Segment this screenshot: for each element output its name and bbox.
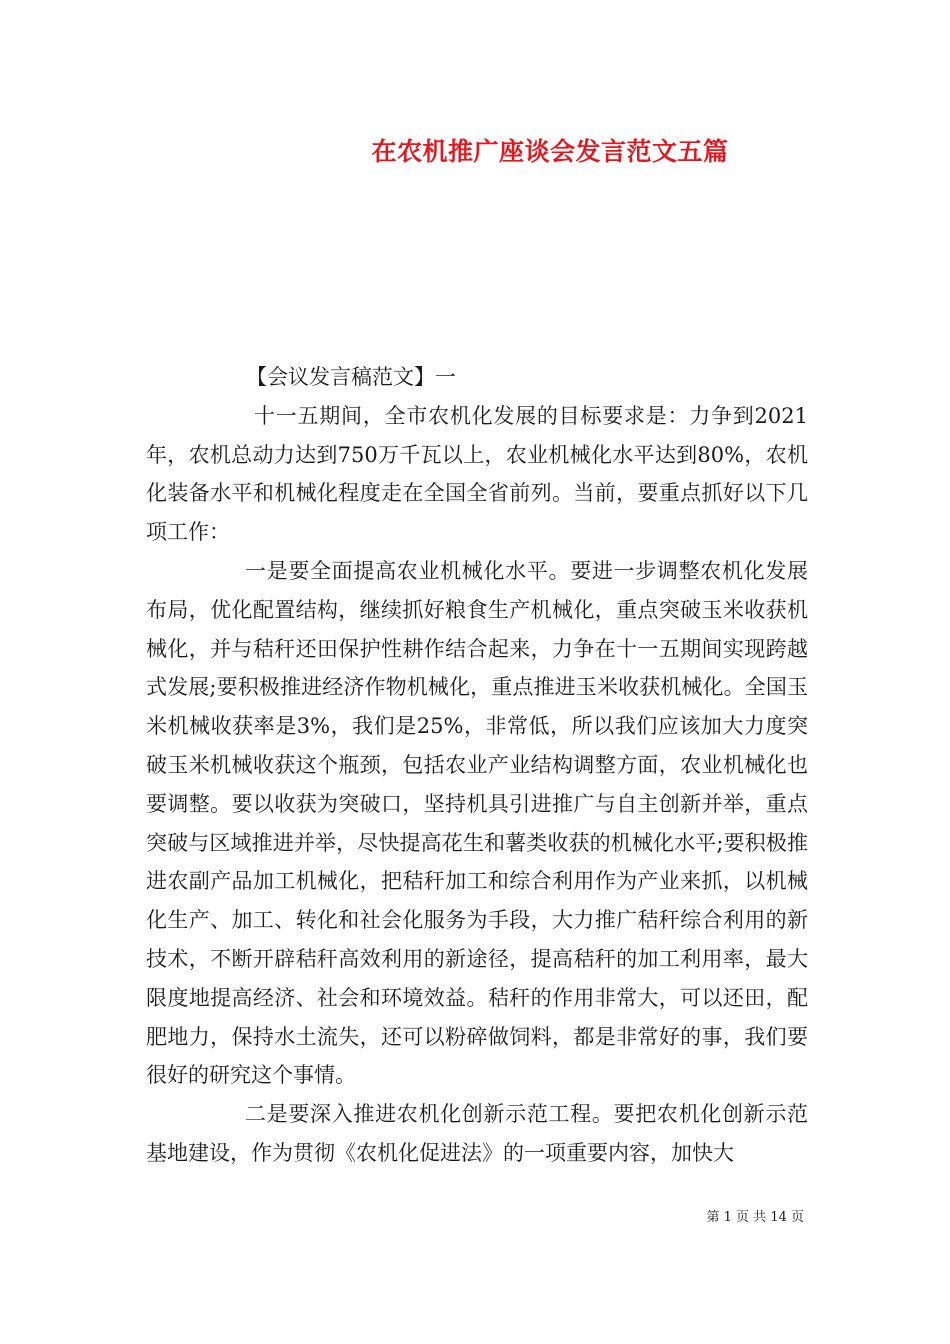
section-heading: 【会议发言稿范文】一: [246, 365, 456, 389]
paragraph-2: 一是要全面提高农业机械化水平。要进一步调整农机化发展布局，优化配置结构，继续抓好粮食生产机械化，重点突破玉米收获机械化，并与秸秆还田保护性耕作结合起来，力争在十一五期间实现跨越式发展;要积极推进经济作物机械化，重点推进玉米收获机械化。全国玉米机械收获率是3%，我们是25%，非常低，所以我们应该加大力度突破玉米机械收获这个瓶颈，包括农业产业结构调整方面，农业机械化也要调整。要以收获为突破口，坚持机具引进推广与自主创新并举，重点突破与区域推进并举，尽快提高花生和薯类收获的机械化水平;要积极推进农副产品加工机械化，把秸秆加工和综合利用作为产业来抓，以机械化生产、加工、转化和社会化服务为手段，大力推广秸秆综合利用的新技术，不断开辟秸秆高效利用的新途径，提高秸秆的加工利用率，最大限度地提高经济、社会和环境效益。秸秆的作用非常大，可以还田，配肥地力，保持水土流失，还可以粉碎做饲料，都是非常好的事，我们要很好的研究这个事情。: [146, 558, 808, 1088]
document-title: 在农机推广座谈会发言范文五篇: [371, 137, 729, 166]
document-body: [146, 358, 808, 1173]
paragraph-3: 二是要深入推进农机化创新示范工程。要把农机化创新示范基地建设，作为贯彻《农机化促进法》的一项重要内容，加快大: [146, 1102, 808, 1165]
page-number-footer: 第 1 页 共 14 页: [706, 1210, 804, 1225]
paragraph-1: 十一五期间，全市农机化发展的目标要求是：力争到2021年，农机总动力达到750万千瓦以上，农业机械化水平达到80%，农机化装备水平和机械化程度走在全国全省前列。当前，要重点抓好以下几项工作：: [146, 403, 808, 545]
